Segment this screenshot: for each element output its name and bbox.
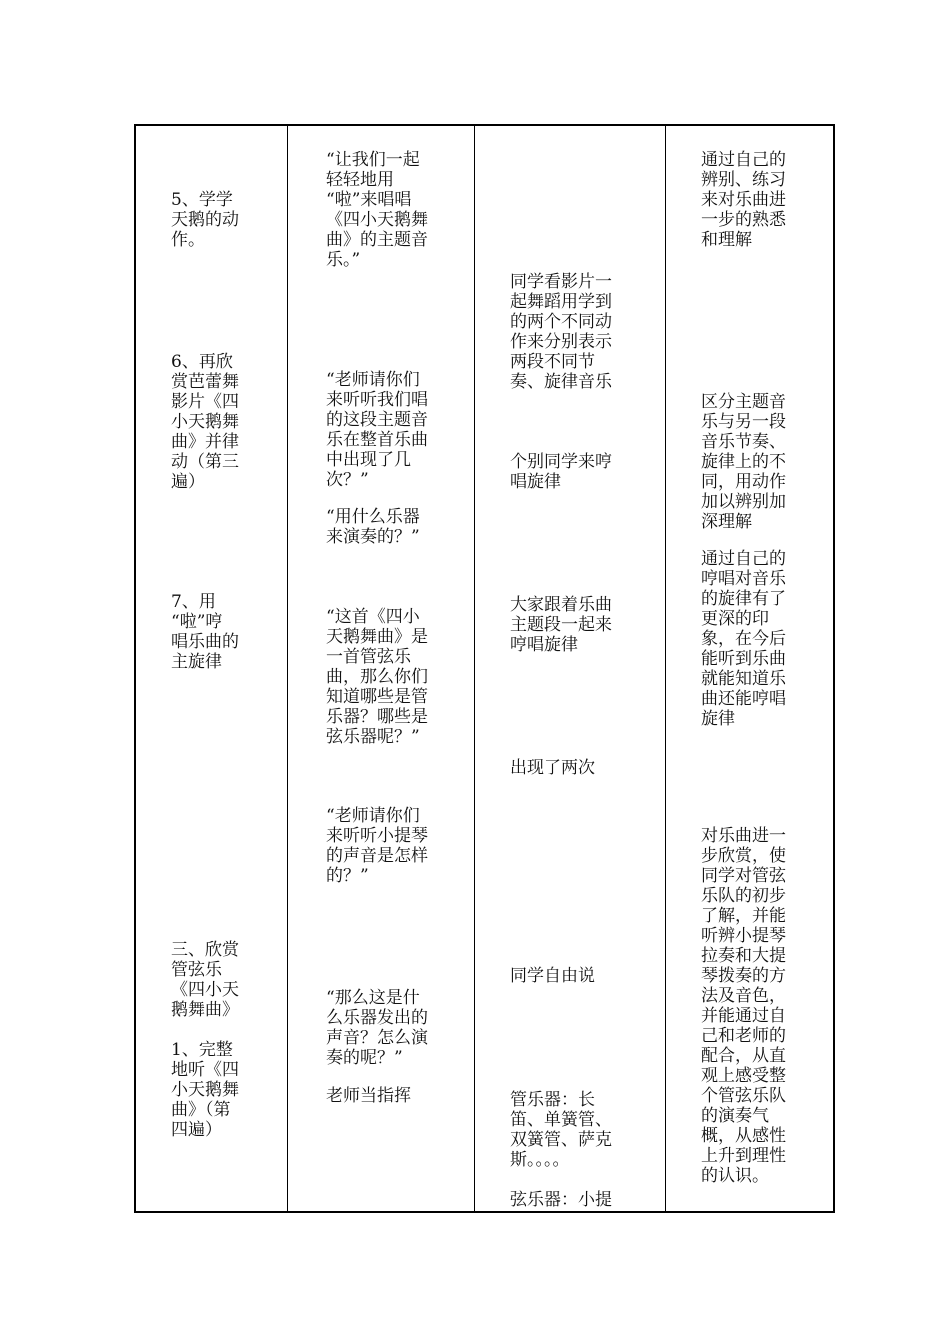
teacher-prompt-violin-sound: “老师请你们 来听听小提琴 的声音是怎样 的？” <box>326 806 428 886</box>
student-hum-individually: 个别同学来哼 唱旋律 <box>510 452 612 492</box>
column-divider-2 <box>474 124 475 1213</box>
step-7-hum-melody: 7、用 “啦”哼 唱乐曲的 主旋律 <box>171 592 239 672</box>
step-6-watch-ballet: 6、再欣 赏芭蕾舞 影片《四 小天鹅舞 曲》并律 动（第三 遍） <box>171 352 239 492</box>
teacher-prompt-instrument-play: “那么这是什 么乐器发出的 声音？怎么演 奏的呢？” <box>326 988 428 1068</box>
column-divider-1 <box>287 124 288 1213</box>
student-free-talk: 同学自由说 <box>510 966 595 986</box>
teacher-prompt-count-theme: “老师请你们 来听听我们唱 的这段主题音 乐在整首乐曲 中出现了几 次？” <box>326 370 428 490</box>
teacher-conducts: 老师当指挥 <box>326 1086 411 1106</box>
purpose-familiarize: 通过自己的 辨别、练习 来对乐曲进 一步的熟悉 和理解 <box>701 150 786 250</box>
purpose-distinguish-theme: 区分主题音 乐与另一段 音乐节奏、 旋律上的不 同，用动作 加以辨别加 深理解 <box>701 392 786 532</box>
student-hum-together: 大家跟着乐曲 主题段一起来 哼唱旋律 <box>510 595 612 655</box>
column-divider-3 <box>665 124 666 1213</box>
teacher-prompt-wind-string: “这首《四小 天鹅舞曲》是 一首管弦乐 曲，那么你们 知道哪些是管 乐器？哪些是 弦乐器呢？” <box>326 607 428 747</box>
teacher-prompt-sing-la: “让我们一起 轻轻地用 “啦”来唱唱 《四小天鹅舞 曲》的主题音 乐。” <box>326 150 428 270</box>
student-watch-dance: 同学看影片一 起舞蹈用学到 的两个不同动 作来分别表示 两段不同节 奏、旋律音乐 <box>510 272 612 392</box>
section-3-appreciate-orchestra: 三、欣赏 管弦乐 《四小天 鹅舞曲》 <box>171 940 239 1020</box>
student-wind-instruments: 管乐器：长 笛、单簧管、 双簧管、萨克 斯。。。。 <box>510 1090 612 1170</box>
teacher-prompt-which-instrument: “用什么乐器 来演奏的？” <box>326 507 420 547</box>
step-5-learn-swan-moves: 5、学学 天鹅的动 作。 <box>171 190 239 250</box>
student-string-instruments: 弦乐器：小提 <box>510 1190 612 1210</box>
student-answer-twice: 出现了两次 <box>510 758 595 778</box>
step-1-listen-complete: 1、完整 地听《四 小天鹅舞 曲》（第 四遍） <box>171 1040 239 1140</box>
purpose-remember-melody: 通过自己的 哼唱对音乐 的旋律有了 更深的印 象，在今后 能听到乐曲 就能知道乐 曲还能哼唱 旋律 <box>701 549 786 729</box>
purpose-orchestra-understanding: 对乐曲进一 步欣赏，使 同学对管弦 乐队的初步 了解，并能 听辨小提琴 拉奏和大提 琴拨奏的方 法及音色， 并能通过自 己和老师的 配合，从直 观上感受整 个管弦乐队 的演奏气 概，从感性 上升到理性 的认识。 <box>701 826 786 1186</box>
